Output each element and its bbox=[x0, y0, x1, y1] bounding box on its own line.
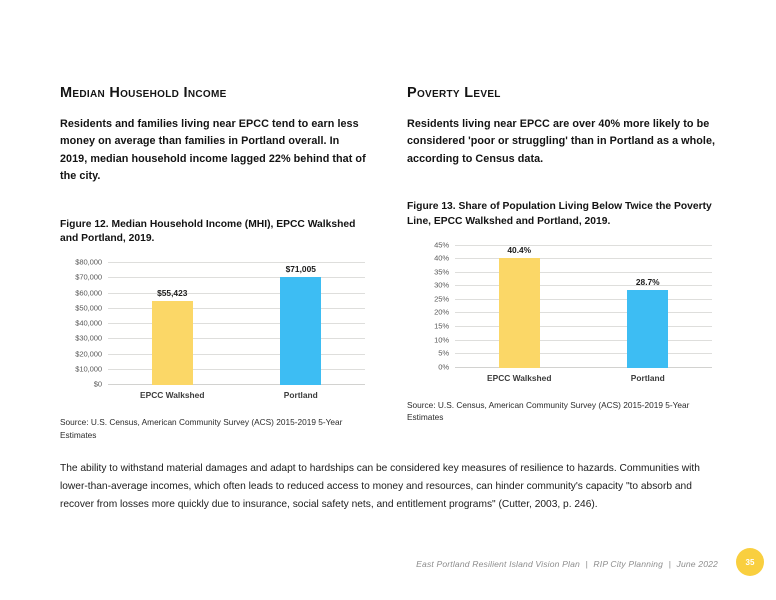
gridline bbox=[438, 348, 712, 358]
y-axis-tick-label: 40% bbox=[434, 253, 449, 263]
footer-date: June 2022 bbox=[676, 559, 718, 569]
figure-13-block bbox=[407, 200, 716, 423]
y-axis-tick-label: $20,000 bbox=[75, 349, 102, 359]
section-lede-poverty-level: Residents living near EPCC are over 40% more likely to be considered 'poor or struggling' than in Portland as a whole, according to Census data. bbox=[407, 117, 716, 165]
footer-separator-2: | bbox=[668, 559, 671, 569]
bar-value-label: $55,423 bbox=[157, 287, 188, 298]
two-column-content bbox=[60, 86, 716, 441]
y-axis-tick-label: $40,000 bbox=[75, 318, 102, 328]
figure-12-caption: Figure 12. Median Household Income (MHI), EPCC Walkshed and Portland, 2019. bbox=[60, 218, 356, 245]
page-number-badge: 35 bbox=[736, 548, 764, 576]
figure-12-chart bbox=[60, 255, 365, 407]
gridline bbox=[434, 335, 712, 344]
y-axis-tick-label: $50,000 bbox=[75, 303, 102, 313]
x-axis-category-label: Portland bbox=[630, 372, 665, 383]
gridline bbox=[75, 257, 365, 267]
gridline bbox=[434, 253, 712, 263]
figure-12-block bbox=[60, 218, 369, 441]
footer-citation bbox=[416, 559, 718, 569]
y-axis-tick-label: $70,000 bbox=[75, 272, 102, 282]
gridline bbox=[93, 379, 365, 389]
y-axis-tick-label: $30,000 bbox=[75, 333, 102, 343]
y-axis-tick-label: $80,000 bbox=[75, 257, 102, 267]
bar-portland bbox=[627, 290, 668, 368]
footer-org: RIP City Planning bbox=[593, 559, 664, 569]
y-axis-tick-label: 45% bbox=[434, 240, 449, 250]
y-axis-tick-label: 20% bbox=[434, 307, 449, 317]
gridline bbox=[434, 294, 712, 304]
y-axis-tick-label: 30% bbox=[434, 280, 449, 290]
figure-13-source: Source: U.S. Census, American Community Survey (ACS) 2015-2019 5-Year Estimates bbox=[407, 399, 690, 423]
figure-12-source: Source: U.S. Census, American Community Survey (ACS) 2015-2019 5-Year Estimates bbox=[60, 417, 343, 440]
gridline bbox=[434, 321, 712, 331]
y-axis-tick-label: 10% bbox=[434, 335, 449, 344]
y-axis-tick-label: 0% bbox=[438, 362, 449, 372]
footer-separator-1: | bbox=[585, 559, 588, 569]
column-median-household-income bbox=[60, 86, 369, 441]
body-paragraph: The ability to withstand material damages and adapt to hardships can be considered key measures of resilience to hazards. Communities with lower-than-average incomes, which often leads to reduced access to money and resources, can hinder community's capacity "to absorb and recover from losses more quickly due to insurance, social safety nets, and entitlement programs" (Cutter, 2003, p. 246). bbox=[60, 463, 700, 511]
y-axis-tick-label: $60,000 bbox=[75, 288, 102, 298]
bar-value-label: $71,005 bbox=[285, 263, 316, 274]
bar-epcc-walkshed bbox=[152, 301, 193, 386]
gridline bbox=[434, 240, 712, 250]
y-axis-tick-label: 15% bbox=[434, 321, 449, 331]
figure-12-plot-area bbox=[75, 257, 365, 401]
bar-epcc-walkshed bbox=[499, 258, 540, 368]
section-heading-median-household-income: Median Household Income bbox=[60, 85, 227, 101]
bar-value-label: 40.4% bbox=[507, 245, 532, 256]
x-axis-category-label: EPCC Walkshed bbox=[487, 372, 552, 383]
x-axis-category-label: Portland bbox=[283, 390, 318, 401]
page-footer bbox=[0, 548, 776, 584]
x-axis-category-label: EPCC Walkshed bbox=[140, 390, 205, 401]
section-heading-poverty-level: Poverty Level bbox=[407, 85, 501, 101]
y-axis-tick-label: 25% bbox=[434, 294, 449, 304]
gridline bbox=[438, 362, 712, 372]
bar-portland bbox=[280, 277, 321, 385]
column-poverty-level bbox=[407, 86, 716, 441]
gridline bbox=[75, 318, 365, 328]
bar-value-label: 28.7% bbox=[635, 276, 660, 287]
gridline bbox=[75, 333, 365, 343]
gridline bbox=[75, 303, 365, 313]
gridline bbox=[75, 349, 365, 359]
gridline bbox=[434, 307, 712, 317]
y-axis-tick-label: 35% bbox=[434, 267, 449, 277]
figure-13-chart bbox=[407, 238, 712, 390]
section-lede-median-household-income: Residents and families living near EPCC tend to earn less money on average than families in Portland overall. In 2019, median household income lagged 22% behind that of the city. bbox=[60, 117, 366, 183]
footer-title: East Portland Resilient Island Vision Plan bbox=[416, 559, 580, 569]
y-axis-tick-label: 5% bbox=[438, 348, 449, 358]
figure-13-caption: Figure 13. Share of Population Living Below Twice the Poverty Line, EPCC Walkshed and Portland, 2019. bbox=[407, 201, 712, 227]
y-axis-tick-label: $10,000 bbox=[75, 364, 102, 374]
figure-13-plot-area bbox=[434, 240, 712, 383]
gridline bbox=[434, 267, 712, 277]
gridline bbox=[75, 364, 365, 374]
gridline bbox=[75, 272, 365, 282]
y-axis-tick-label: $0 bbox=[93, 379, 102, 389]
